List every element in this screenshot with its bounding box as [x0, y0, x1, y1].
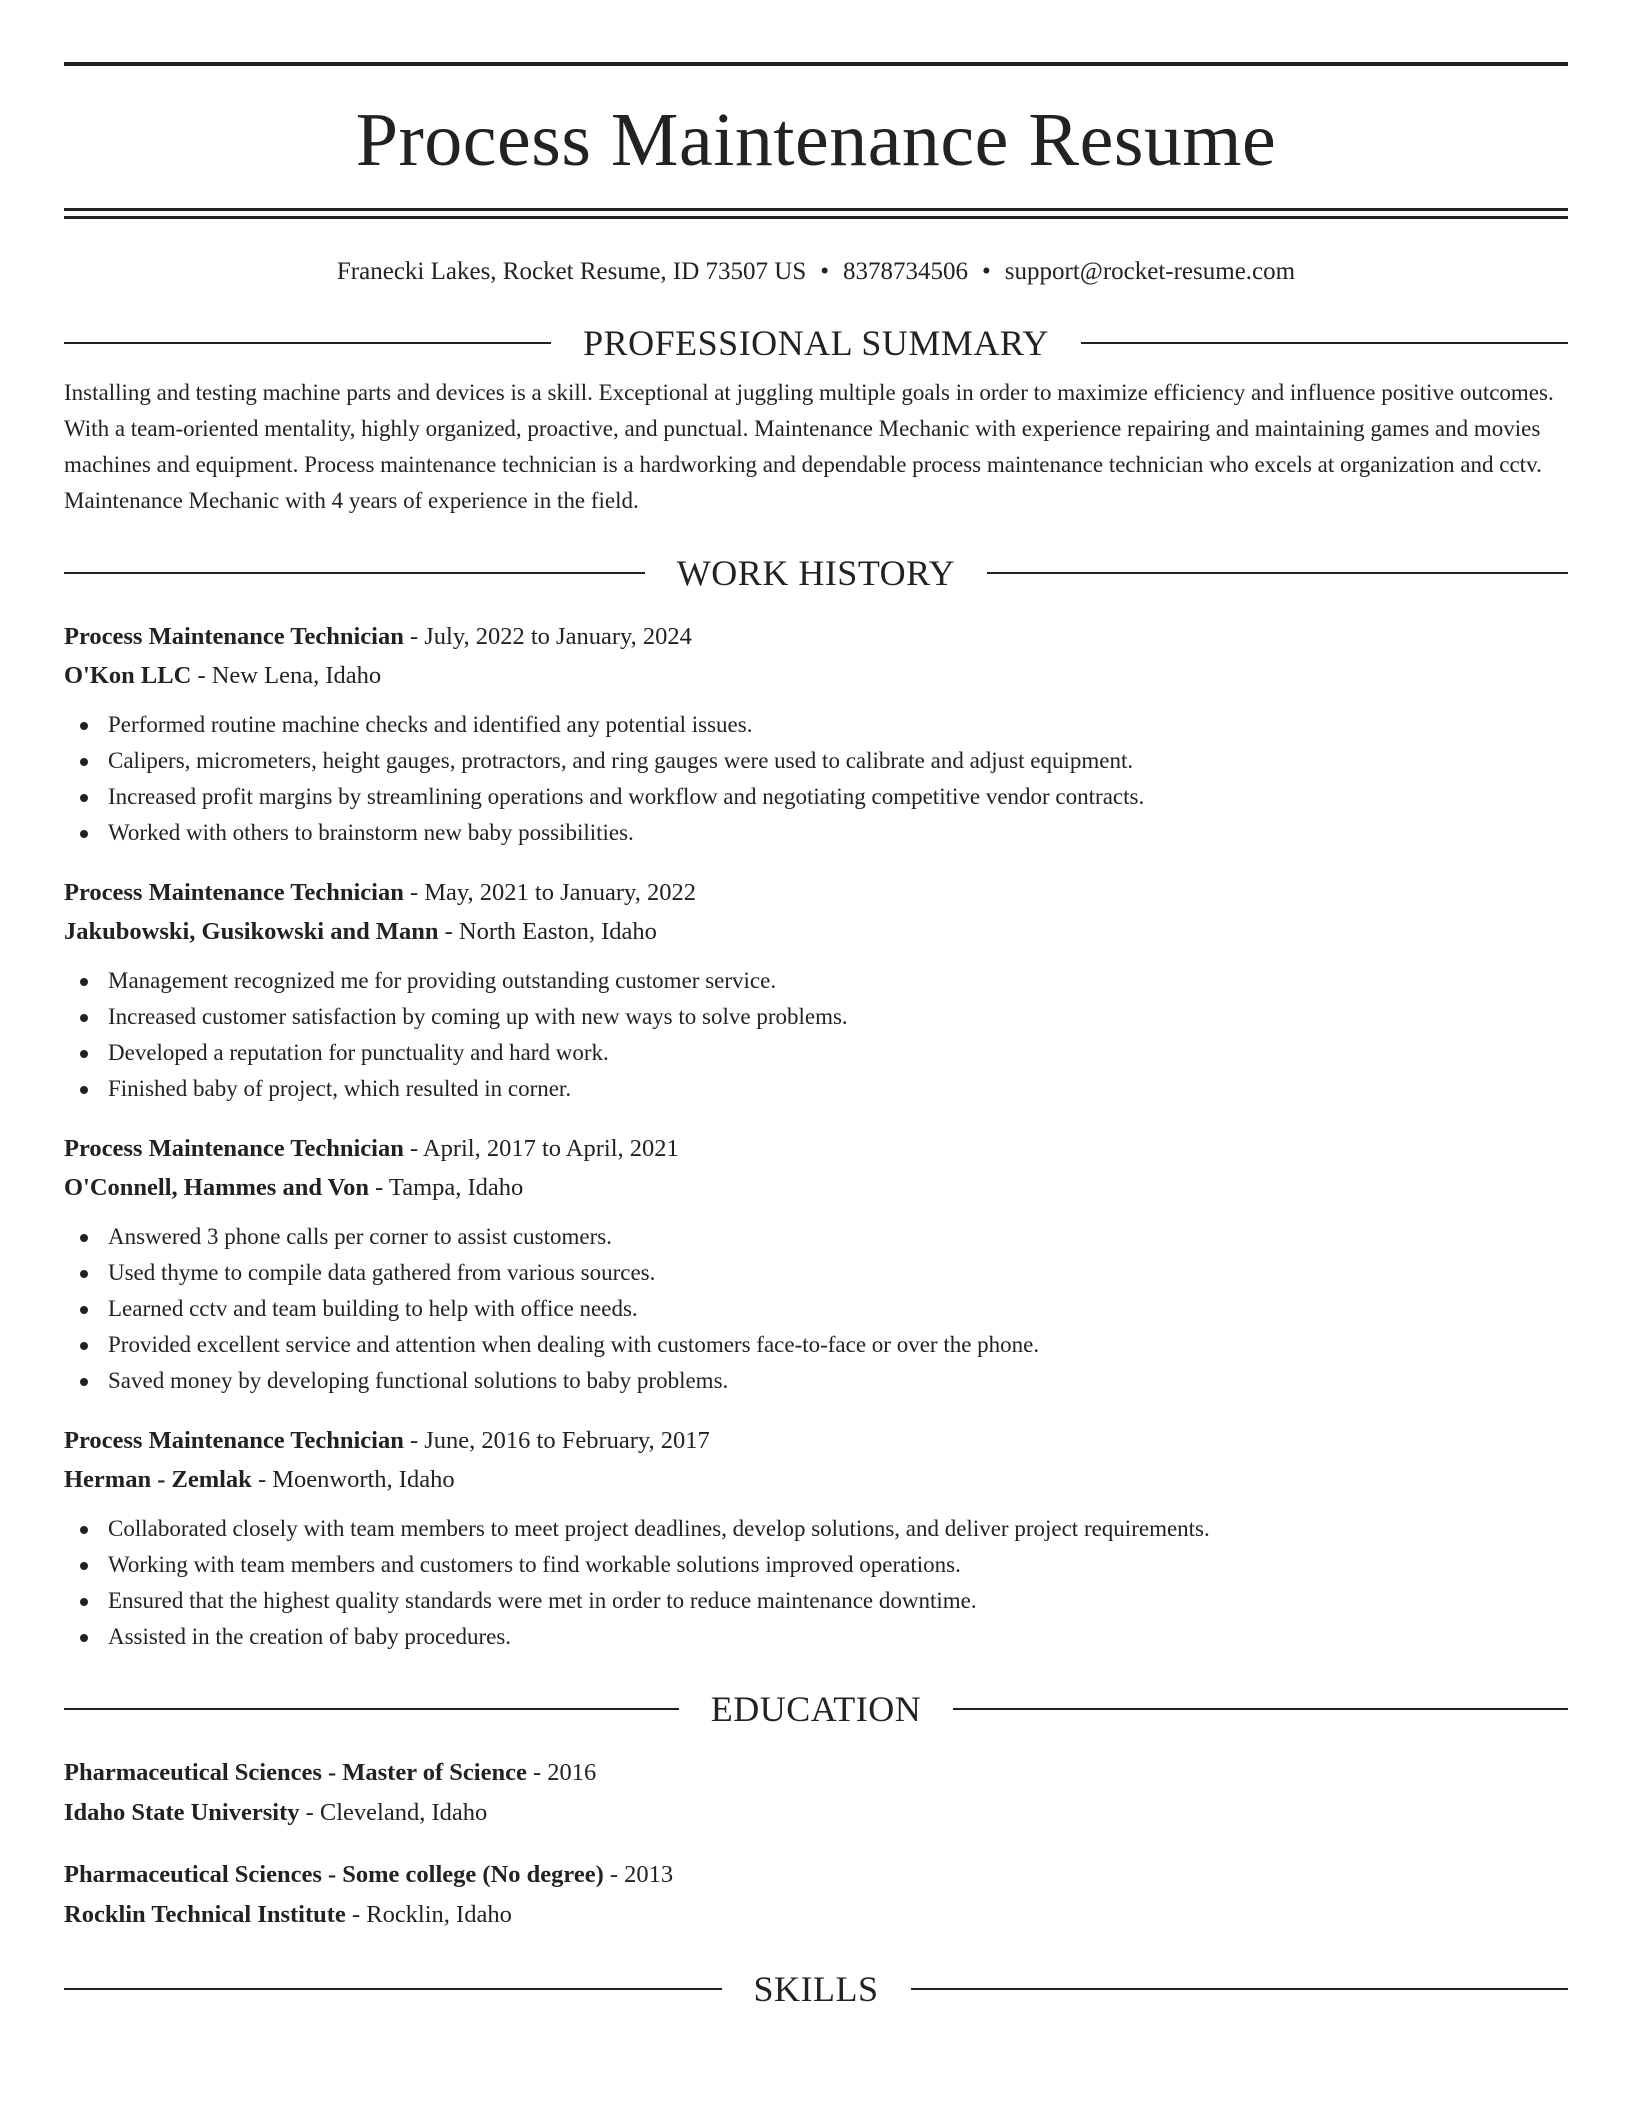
job-company: Herman - Zemlak — [64, 1466, 252, 1493]
job-bullet: Ensured that the highest quality standards were met in order to reduce maintenance downtime. — [64, 1583, 1568, 1619]
job-dates: - May, 2021 to January, 2022 — [403, 879, 696, 906]
job-company: O'Kon LLC — [64, 662, 192, 689]
job-bullet: Developed a reputation for punctuality and hard work. — [64, 1035, 1568, 1071]
heading-rule-right — [911, 1988, 1569, 1990]
job-bullets — [64, 707, 1568, 851]
education-school: Rocklin Technical Institute — [64, 1901, 346, 1928]
contact-phone: 8378734506 — [843, 258, 969, 285]
job-bullet: Calipers, micrometers, height gauges, protractors, and ring gauges were used to calibrate and adjust equipment. — [64, 743, 1568, 779]
job-title: Process Maintenance Technician — [64, 879, 404, 906]
section-title: EDUCATION — [710, 1689, 922, 1729]
heading-rule-right — [987, 572, 1568, 574]
heading-rule-right — [1081, 342, 1568, 344]
job-bullet: Increased profit margins by streamlining operations and workflow and negotiating competitive vendor contracts. — [64, 779, 1568, 815]
job-title: Process Maintenance Technician — [64, 1427, 404, 1454]
education-entry — [64, 1753, 1568, 1833]
resume-title: Process Maintenance Resume — [355, 98, 1277, 182]
job-bullet: Worked with others to brainstorm new baby possibilities. — [64, 815, 1568, 851]
job-bullet: Used thyme to compile data gathered from various sources. — [64, 1255, 1568, 1291]
job-bullets — [64, 963, 1568, 1107]
job-bullet: Finished baby of project, which resulted in corner. — [64, 1071, 1568, 1107]
education-year: - 2016 — [526, 1759, 597, 1786]
job-location: - Tampa, Idaho — [368, 1174, 524, 1201]
job-bullet: Management recognized me for providing outstanding customer service. — [64, 963, 1568, 999]
job-entry — [64, 617, 1568, 851]
job-entry — [64, 873, 1568, 1107]
education-list — [64, 1753, 1568, 1935]
education-location: - Cleveland, Idaho — [299, 1799, 488, 1826]
section-heading-education — [64, 1689, 1568, 1729]
job-company: Jakubowski, Gusikowski and Mann — [64, 918, 439, 945]
section-heading-work — [64, 553, 1568, 593]
job-entry — [64, 1421, 1568, 1655]
job-location: - New Lena, Idaho — [191, 662, 382, 689]
job-location: - North Easton, Idaho — [438, 918, 657, 945]
job-dates: - June, 2016 to February, 2017 — [403, 1427, 710, 1454]
contact-separator: • — [820, 258, 830, 285]
heading-rule-left — [64, 572, 645, 574]
job-bullet: Learned cctv and team building to help with office needs. — [64, 1291, 1568, 1327]
job-dates: - July, 2022 to January, 2024 — [403, 623, 692, 650]
heading-rule-left — [64, 1988, 722, 1990]
job-bullet: Performed routine machine checks and identified any potential issues. — [64, 707, 1568, 743]
contact-line — [64, 255, 1568, 289]
heading-rule-left — [64, 342, 551, 344]
heading-rule-left — [64, 1708, 679, 1710]
job-entry — [64, 1129, 1568, 1399]
work-history-list — [64, 617, 1568, 1655]
education-degree: Pharmaceutical Sciences - Some college (No degree) — [64, 1861, 604, 1888]
education-school: Idaho State University — [64, 1799, 300, 1826]
heading-rule-right — [953, 1708, 1568, 1710]
job-bullets — [64, 1511, 1568, 1655]
job-bullet: Answered 3 phone calls per corner to assist customers. — [64, 1219, 1568, 1255]
section-title: WORK HISTORY — [676, 553, 956, 593]
job-title: Process Maintenance Technician — [64, 1135, 404, 1162]
education-degree: Pharmaceutical Sciences - Master of Science — [64, 1759, 527, 1786]
section-heading-skills — [64, 1969, 1568, 2009]
job-bullets — [64, 1219, 1568, 1399]
job-company: O'Connell, Hammes and Von — [64, 1174, 369, 1201]
title-double-rule — [64, 208, 1568, 219]
section-title: PROFESSIONAL SUMMARY — [583, 323, 1049, 363]
job-bullet: Increased customer satisfaction by coming up with new ways to solve problems. — [64, 999, 1568, 1035]
job-location: - Moenworth, Idaho — [251, 1466, 455, 1493]
section-heading-summary — [64, 323, 1568, 363]
contact-address: Franecki Lakes, Rocket Resume, ID 73507 US — [336, 258, 807, 285]
contact-separator: • — [982, 258, 991, 285]
job-bullet: Collaborated closely with team members to meet project deadlines, develop solutions, and deliver project requirements. — [64, 1511, 1568, 1547]
job-bullet: Assisted in the creation of baby procedures. — [64, 1619, 1568, 1655]
job-title: Process Maintenance Technician — [64, 623, 404, 650]
job-bullet: Working with team members and customers to find workable solutions improved operations. — [64, 1547, 1568, 1583]
job-dates: - April, 2017 to April, 2021 — [403, 1135, 679, 1162]
contact-email: support@rocket-resume.com — [1004, 258, 1296, 285]
job-bullet: Saved money by developing functional solutions to baby problems. — [64, 1363, 1568, 1399]
education-location: - Rocklin, Idaho — [345, 1901, 512, 1928]
summary-text: Installing and testing machine parts and devices is a skill. Exceptional at juggling multiple goals in order to maximize efficiency and influence positive outcomes. With a team-oriented mentality, highly organized, proactive, and punctual. Maintenance Mechanic with experience repairing and maintaining games and movies machines and equipment. Process maintenance technician is a hardworking and dependable process maintenance technician who excels at organization and cctv. Maintenance Mechanic with 4 years of experience in the field. — [64, 380, 1554, 513]
education-entry — [64, 1855, 1568, 1935]
education-year: - 2013 — [603, 1861, 674, 1888]
section-title: SKILLS — [753, 1969, 879, 2009]
job-bullet: Provided excellent service and attention when dealing with customers face-to-face or over the phone. — [64, 1327, 1568, 1363]
